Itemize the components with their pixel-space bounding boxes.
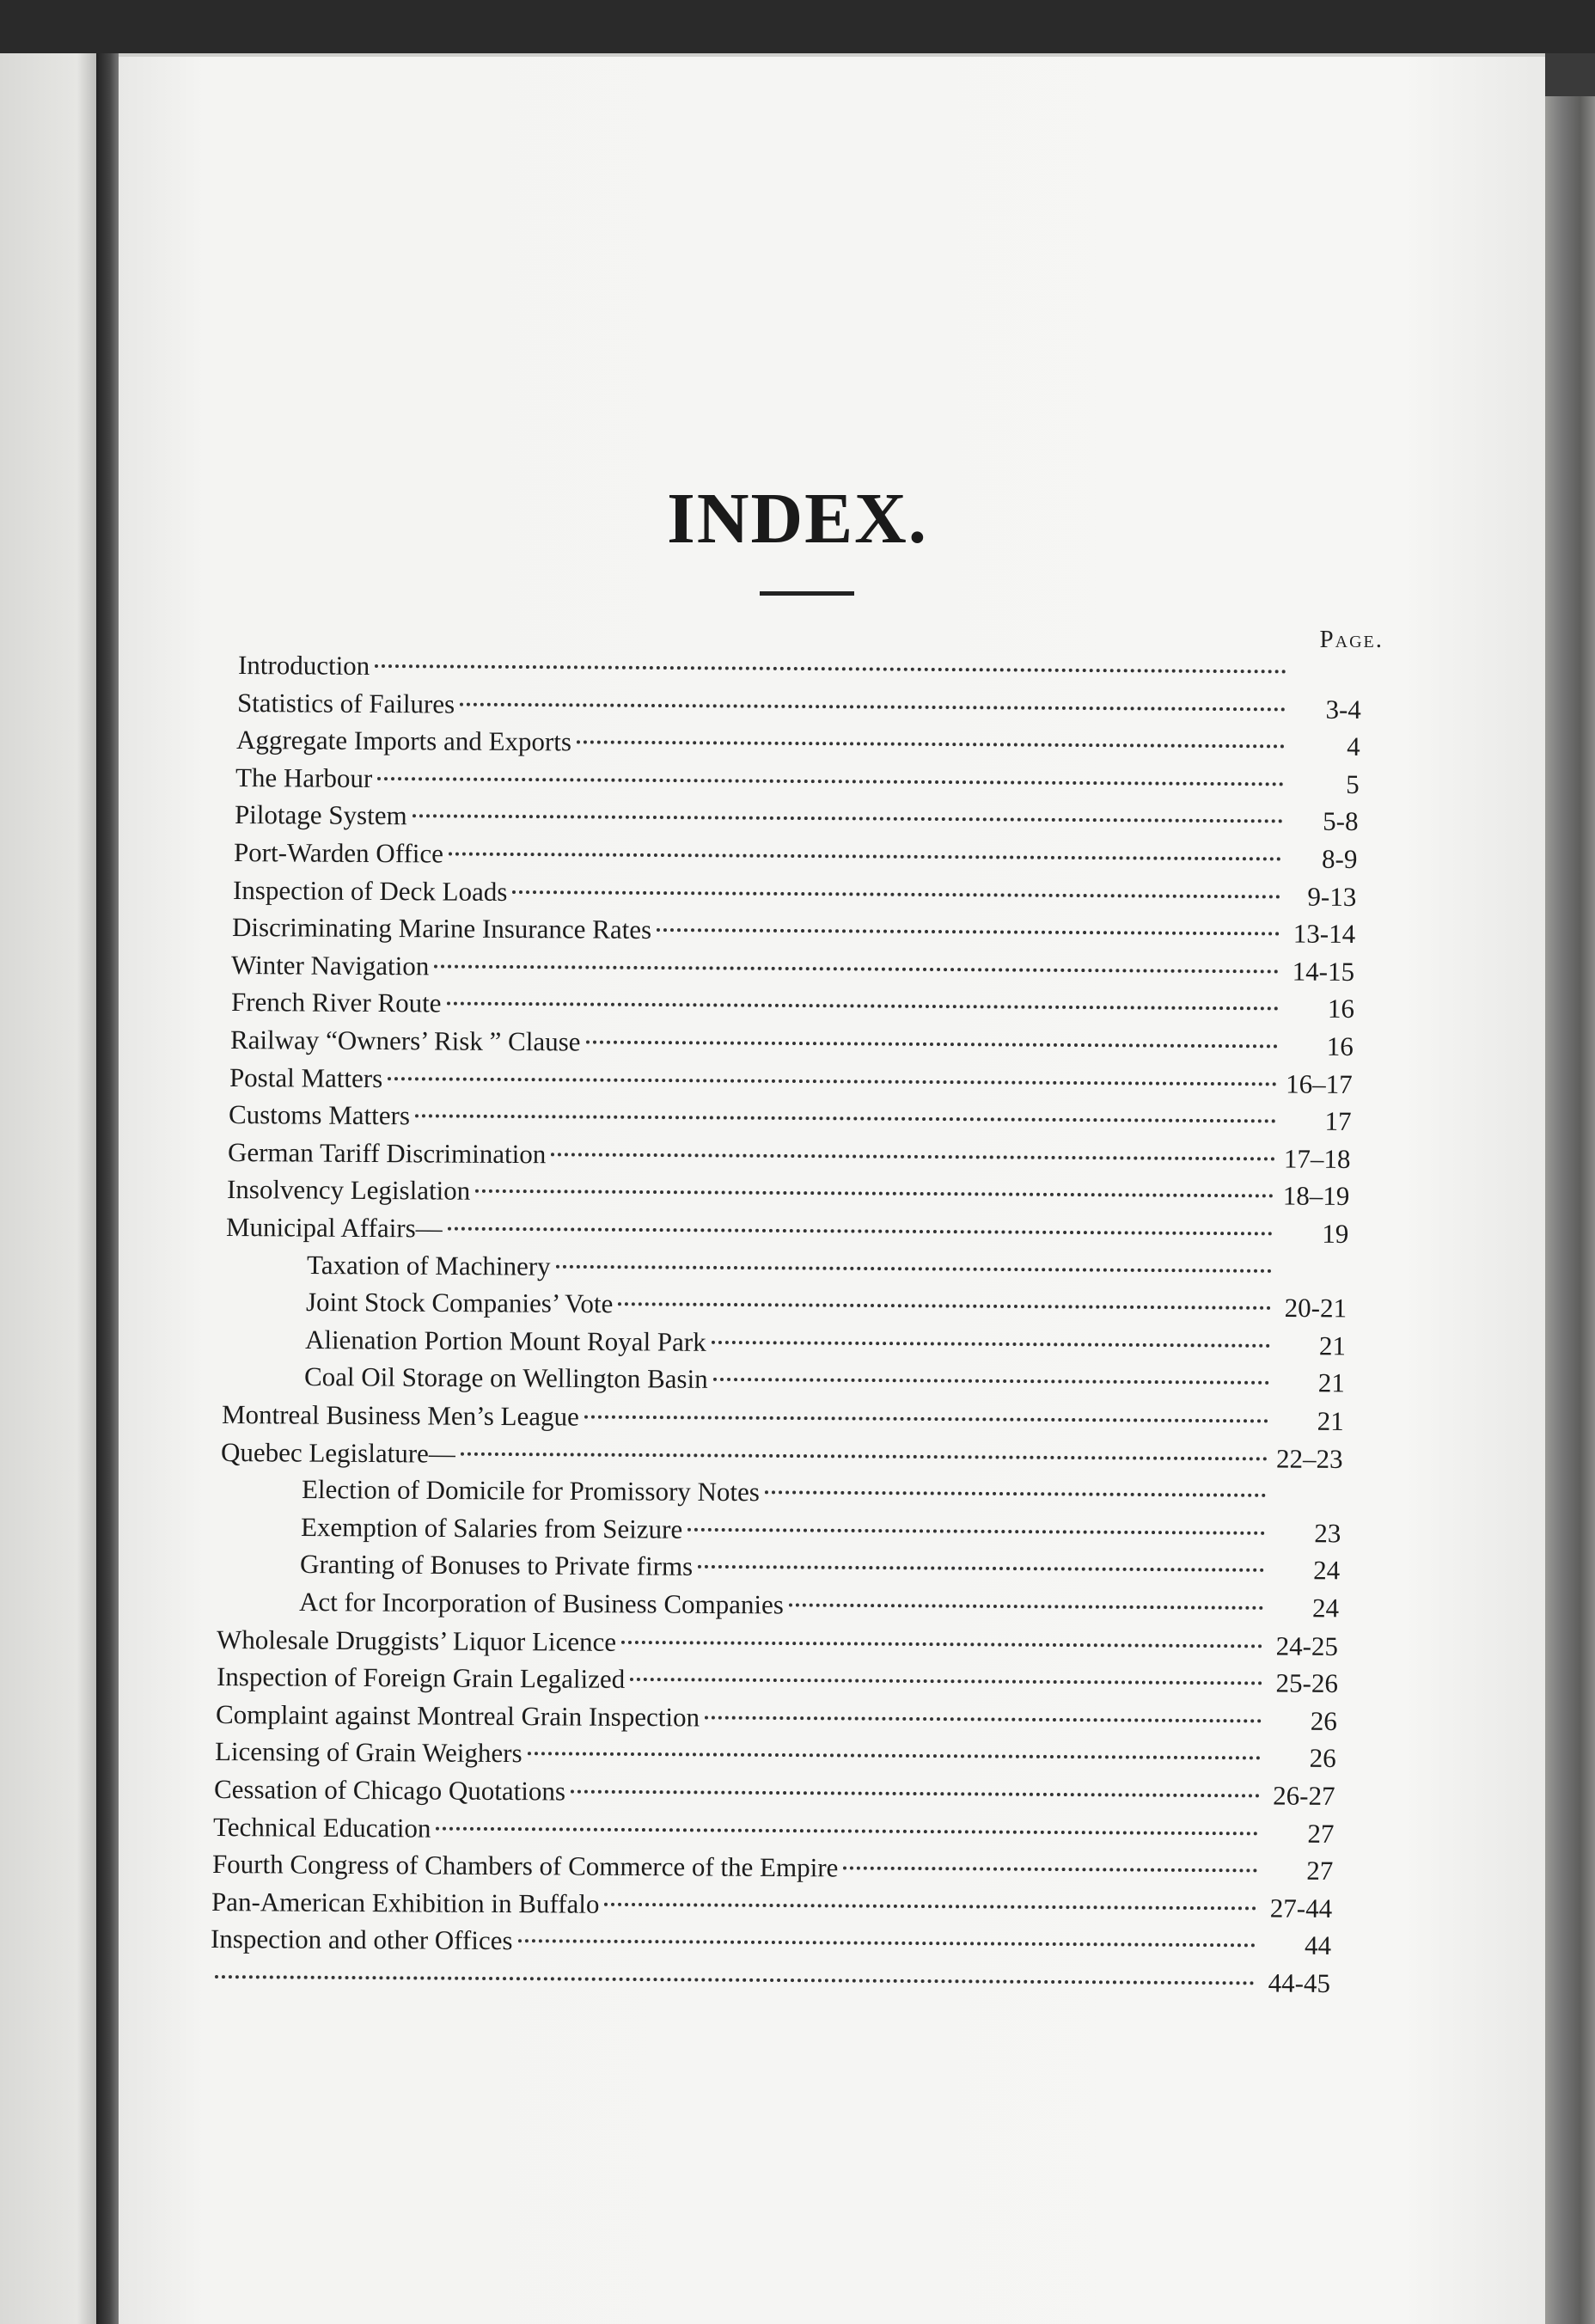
index-entry (306, 1283, 1347, 1327)
dot-leader (705, 1715, 1262, 1722)
index-entry-page: 21 (1317, 1405, 1344, 1436)
index-entry-page: 24-25 (1276, 1630, 1339, 1661)
dot-leader (789, 1603, 1263, 1609)
dot-leader (585, 1041, 1277, 1049)
index-entry (300, 1545, 1340, 1589)
index-entry-label: Inspection of Foreign Grain Legalized (216, 1661, 625, 1695)
index-entry-page: 20-21 (1284, 1293, 1348, 1324)
index-entry-page: 22–23 (1276, 1443, 1343, 1474)
index-entry-page: 23 (1314, 1518, 1341, 1549)
dot-leader (435, 964, 1280, 973)
dot-leader (657, 928, 1280, 935)
dot-leader (551, 1153, 1274, 1160)
index-entry-label: The Harbour (235, 761, 373, 793)
dot-leader (412, 815, 1283, 823)
index-entry (238, 646, 1362, 691)
index-entry-label: Inspection and other Offices (210, 1923, 513, 1956)
dot-leader (461, 1452, 1268, 1460)
dot-leader (375, 664, 1286, 673)
index-entry-page: 16 (1326, 1031, 1354, 1061)
index-entry-page: 21 (1318, 1330, 1347, 1361)
dot-leader (556, 1264, 1273, 1272)
index-entry-page: 24 (1313, 1555, 1341, 1586)
index-entry (302, 1471, 1342, 1514)
index-entry-page: 5-8 (1323, 806, 1359, 837)
index-entry-page: 9-13 (1307, 881, 1357, 912)
index-entry (214, 1771, 1335, 1815)
dot-leader (688, 1528, 1265, 1535)
index-entry-label: Port-Warden Office (234, 837, 444, 869)
dot-leader (618, 1302, 1271, 1310)
index-entry-page: 14-15 (1292, 956, 1355, 987)
index-entry-label: Montreal Business Men’s League (222, 1399, 580, 1432)
index-entry-label: Aggregate Imports and Exports (236, 725, 572, 757)
index-entry-page: 26 (1310, 1705, 1337, 1736)
index-entry-label: Taxation of Machinery (306, 1249, 551, 1281)
index-entry-label: Insolvency Legislation (226, 1174, 471, 1207)
index-entry-label: Election of Domicile for Promissory Notes (302, 1474, 761, 1508)
index-entry (234, 834, 1358, 878)
page-column-label: Page. (1319, 626, 1384, 653)
index-entry-label: Licensing of Grain Weighers (214, 1736, 522, 1769)
dot-leader (436, 1826, 1258, 1835)
index-entry-page: 44 (1304, 1930, 1332, 1961)
index-entry-label: Pan-American Exhibition in Buffalo (211, 1886, 600, 1919)
index-entry-label: Wholesale Druggists’ Liquor Licence (217, 1624, 617, 1657)
index-entry-label: French River Route (230, 987, 442, 1018)
dot-leader (630, 1678, 1262, 1685)
index-entry-page: 19 (1321, 1218, 1349, 1249)
dot-leader (377, 777, 1283, 786)
index-entry-label: Granting of Bonuses to Private firms (300, 1549, 694, 1582)
index-entry-page: 17 (1324, 1105, 1352, 1137)
index-entry (299, 1583, 1339, 1627)
dot-leader (517, 1940, 1256, 1948)
index-entry-label: German Tariff Discrimination (227, 1136, 547, 1170)
index-entry-page: 4 (1347, 731, 1360, 762)
index-entry-label: Alienation Portion Mount Royal Park (304, 1324, 706, 1357)
index-entry (229, 1021, 1353, 1066)
dot-leader (577, 741, 1285, 749)
index-entry-label: Quebec Legislature— (221, 1436, 456, 1469)
index-entry-page: 18–19 (1282, 1180, 1350, 1212)
dot-leader (622, 1640, 1263, 1648)
dot-leader (765, 1490, 1267, 1497)
index-entry-label: Statistics of Failures (236, 687, 455, 719)
index-entry-label: Introduction (237, 650, 370, 681)
index-entry-label: Fourth Congress of Chambers of Commerce of the Empire (211, 1849, 839, 1883)
index-entry-label: Discriminating Marine Insurance Rates (232, 912, 652, 945)
index-entry-page: 24 (1312, 1593, 1340, 1624)
index-entry-page: 13-14 (1293, 918, 1356, 950)
dot-leader (699, 1565, 1265, 1572)
index-entry-label: Railway “Owners’ Risk ” Clause (229, 1024, 581, 1057)
dot-leader (215, 1975, 1255, 1985)
dot-leader (475, 1190, 1274, 1198)
index-entry-label: Pilotage System (235, 799, 407, 831)
dot-leader (843, 1867, 1257, 1873)
index-entry-label: Exemption of Salaries from Seizure (301, 1511, 683, 1544)
index-entry-label: Inspection of Deck Loads (233, 874, 508, 907)
index-entry-label: Municipal Affairs— (225, 1212, 443, 1244)
index-entry-page: 27-44 (1269, 1893, 1333, 1923)
index-entry-label: Complaint against Montreal Grain Inspection (215, 1698, 700, 1733)
index-entry-page: 27 (1307, 1818, 1335, 1849)
index-entry-page: 17–18 (1283, 1143, 1351, 1174)
index-entry (210, 1958, 1330, 2003)
dot-leader (527, 1752, 1260, 1760)
index-entry-page: 44-45 (1268, 1967, 1331, 1998)
dot-leader (388, 1077, 1276, 1086)
dot-leader (415, 1115, 1276, 1123)
index-entry-label: Postal Matters (229, 1061, 382, 1093)
index-entry-page: 3-4 (1325, 694, 1362, 725)
dot-leader (513, 890, 1281, 898)
index-entry-page: 16–17 (1285, 1068, 1353, 1099)
dot-leader (460, 702, 1286, 711)
index-entry (222, 1396, 1344, 1440)
dot-leader (571, 1790, 1260, 1798)
dot-leader (604, 1903, 1256, 1911)
dot-leader (712, 1341, 1270, 1348)
dot-leader (713, 1378, 1269, 1385)
index-entry-label: Cessation of Chicago Quotations (213, 1774, 565, 1807)
index-entry-page: 26-27 (1272, 1780, 1335, 1811)
index-entry-label: Act for Incorporation of Business Companies (299, 1587, 785, 1620)
dot-leader (446, 1002, 1278, 1011)
index-entry-page: 27 (1306, 1855, 1334, 1887)
index-entry-page: 8-9 (1322, 843, 1358, 874)
index-entry-label: Customs Matters (228, 1099, 410, 1131)
page-title: INDEX. (667, 479, 928, 559)
index-entry-page: 26 (1309, 1743, 1336, 1774)
index-entry-page: 5 (1346, 768, 1360, 799)
dot-leader (449, 853, 1281, 861)
dot-leader (448, 1227, 1274, 1236)
index-entry-label: Coal Oil Storage on Wellington Basin (303, 1361, 708, 1395)
dot-leader (584, 1416, 1268, 1423)
index-entry-label: Winter Navigation (231, 949, 430, 982)
index-entry-label: Joint Stock Companies’ Vote (305, 1287, 614, 1319)
index-entry (304, 1358, 1345, 1402)
index-entry-label: Technical Education (212, 1811, 431, 1844)
index-entry-page: 25-26 (1274, 1667, 1338, 1699)
index-entry-page: 16 (1327, 994, 1354, 1024)
index-entry-page: 21 (1317, 1367, 1345, 1398)
